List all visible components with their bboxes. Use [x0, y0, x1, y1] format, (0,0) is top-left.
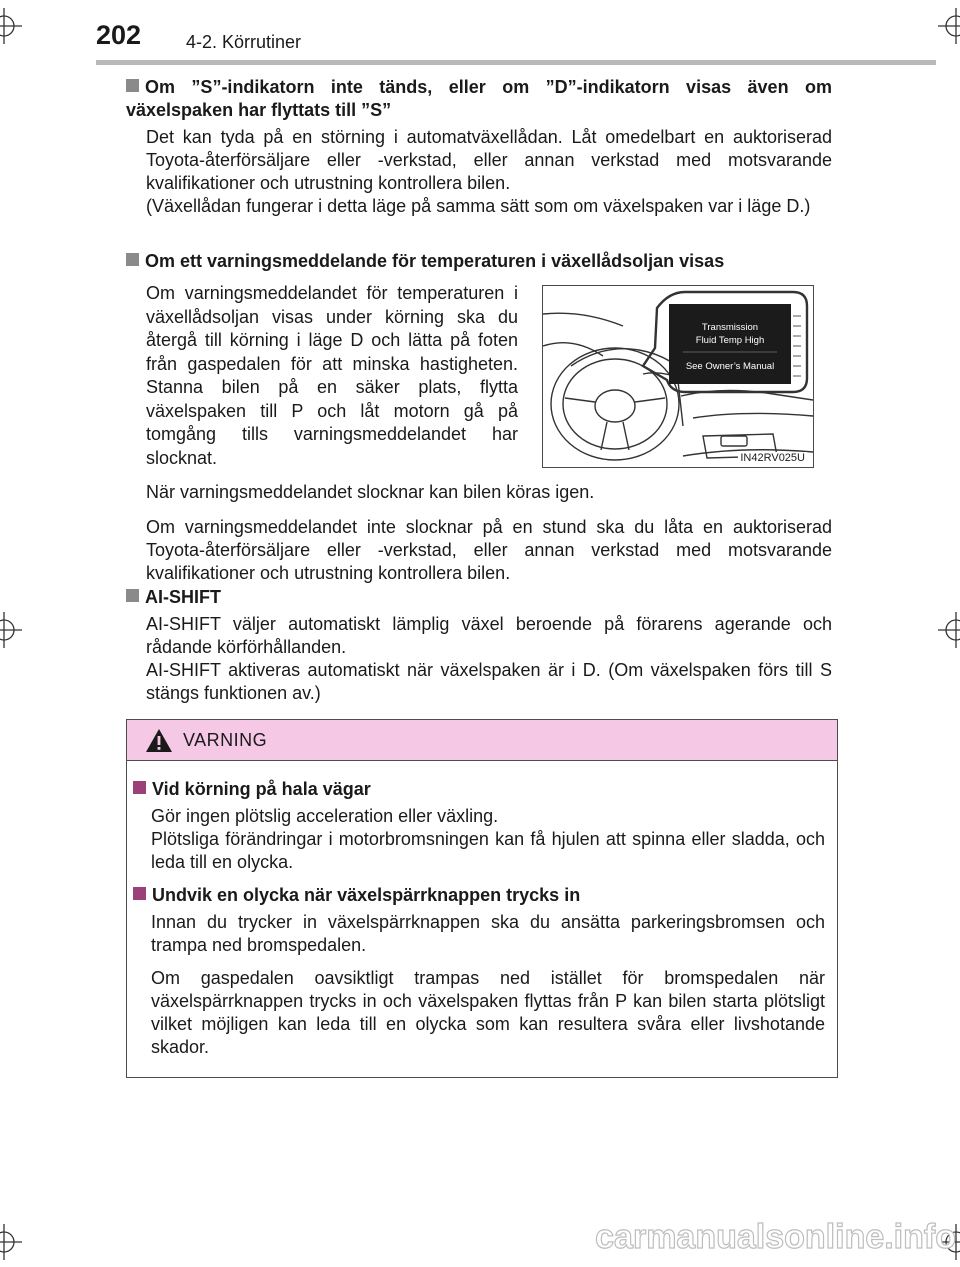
paragraph: AI-SHIFT aktiveras automatiskt när växelspaken är i D. (Om växelspaken förs till S stängs funktionen av.) [146, 660, 832, 703]
registration-mark [0, 6, 24, 46]
figure-code: IN42RV025U [740, 452, 805, 464]
warning-item-heading: Undvik en olycka när växelspärrknappen trycks in [133, 884, 825, 907]
warning-header [127, 720, 837, 761]
paragraph: Om varningsmeddelandet för temperaturen i växellådsoljan visas under körning ska du återgå till körning i läge D och lätta på foten från gaspedalen för att minska hastigheten. Stanna bilen på en säker plats, flytta växelspaken till P och låt motorn gå på tomgång tills varningsmeddelandet har slocknat. [146, 283, 518, 468]
dashboard-illustration [542, 285, 814, 468]
paragraph: AI-SHIFT väljer automatiskt lämplig växel beroende på förarens agerande och rådande körförhållanden. [146, 614, 832, 657]
registration-mark [936, 610, 960, 650]
warning-item-heading: Vid körning på hala vägar [133, 778, 825, 801]
section-fluid-temp-heading [126, 250, 832, 273]
display-line: Transmission [701, 322, 759, 333]
warning-triangle-icon [145, 728, 173, 753]
display-line: See Owner’s Manual [685, 361, 775, 372]
section-s-indicator [126, 76, 832, 218]
paragraph: När varningsmeddelandet slocknar kan bilen köras igen. [146, 482, 595, 502]
bullet-square-icon [126, 79, 139, 92]
dashboard-drawing [543, 286, 813, 467]
warning-title: VARNING [183, 730, 268, 750]
registration-mark [0, 610, 24, 650]
paragraph: Om varningsmeddelandet inte slocknar på en stund ska du låta en auktoriserad Toyota-återförsäljare eller -verkstad, eller annan verkstad med motsvarande kvalifikationer och utrustning kontrollera bilen. [146, 517, 832, 583]
registration-mark [936, 6, 960, 46]
paragraph: (Växellådan fungerar i detta läge på samma sätt som om växelspaken var i läge D.) [146, 196, 811, 216]
section-ai-shift [126, 586, 832, 705]
registration-mark [0, 1222, 24, 1262]
section-heading: Om ett varningsmeddelande för temperaturen i växellådsoljan visas [126, 250, 832, 273]
section-heading: AI-SHIFT [126, 586, 832, 609]
warning-box [126, 719, 838, 1078]
warning-body [133, 778, 825, 1059]
section-fluid-temp-body [126, 481, 832, 585]
watermark-text: carmanualsonline.info [595, 1218, 956, 1256]
chapter-title: 4-2. Körrutiner [186, 32, 302, 52]
paragraph: Om gaspedalen oavsiktligt trampas ned istället för bromspedalen när växelspärrknappen trycks in och växelspaken flyttas från P kan bilen starta plötsligt vilket möjligen kan leda till en olycka som kan resultera svåra eller livshotande skador. [151, 968, 825, 1057]
paragraph: Gör ingen plötslig acceleration eller växling. [151, 806, 499, 826]
bullet-square-icon [126, 589, 139, 602]
page-number: 202 [96, 20, 142, 50]
bullet-square-icon [133, 887, 146, 900]
bullet-square-icon [126, 253, 139, 266]
bullet-square-icon [133, 781, 146, 794]
paragraph: Innan du trycker in växelspärrknappen ska du ansätta parkeringsbromsen och trampa ned bromspedalen. [151, 912, 825, 955]
watermark [560, 1206, 960, 1266]
paragraph: Plötsliga förändringar i motorbromsningen kan få hjulen att spinna eller sladda, och leda till en olycka. [151, 829, 825, 872]
section-heading: Om ”S”-indikatorn inte tänds, eller om ”D”-indikatorn visas även om växelspaken har flyttats till ”S” [126, 77, 832, 120]
paragraph: Det kan tyda på en störning i automatväxellådan. Låt omedelbart en auktoriserad Toyota-återförsäljare eller -verkstad, eller annan verkstad med motsvarande kvalifikationer och utrustning kontrollera bilen. [146, 127, 832, 193]
display-line: Fluid Temp High [695, 335, 765, 346]
header-rule [96, 60, 936, 65]
